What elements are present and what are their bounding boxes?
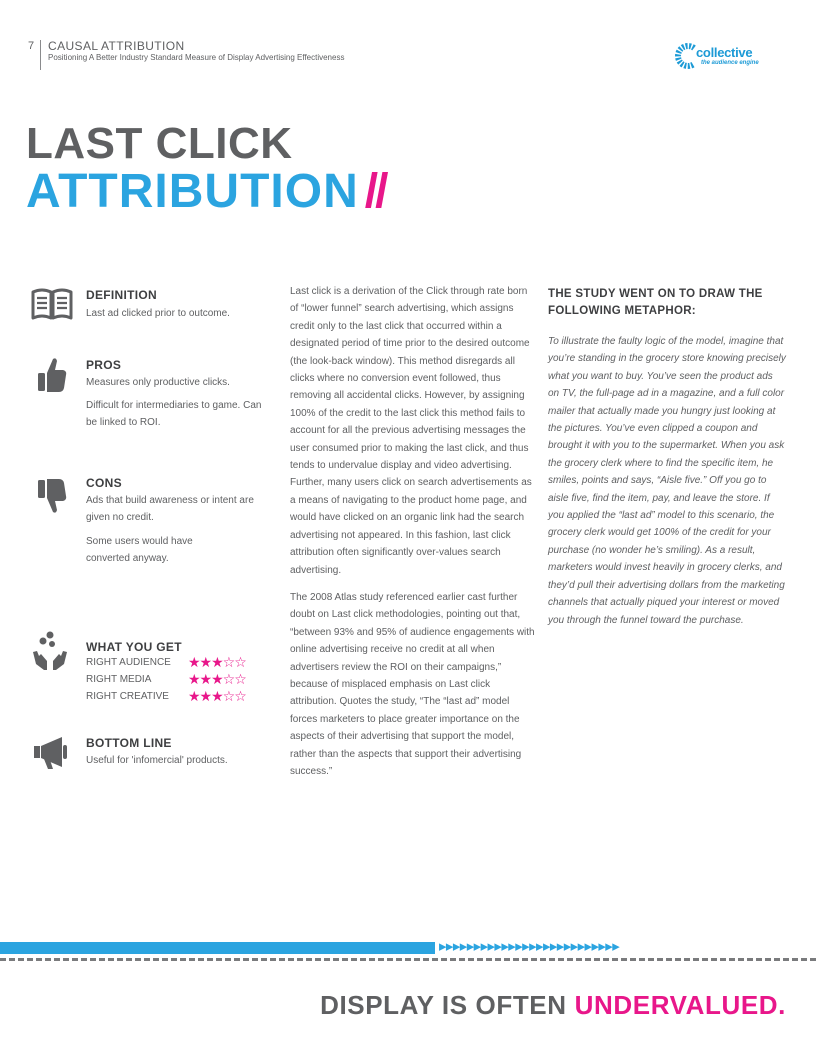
- pros-item: Measures only productive clicks.: [86, 377, 230, 388]
- page-number: 7: [28, 40, 35, 52]
- rating-stars: ★★★☆☆: [188, 671, 246, 687]
- cons-item: Some users would have converted anyway.: [86, 536, 193, 564]
- dashed-divider: [0, 958, 816, 961]
- rating-row: [86, 688, 266, 708]
- title-slashes: //: [364, 165, 386, 218]
- pros-item: Difficult for intermediaries to game. Can be linked to ROI.: [86, 400, 262, 428]
- body-paragraph: The 2008 Atlas study referenced earlier cast further doubt on Last click methodologies, pointing out that, “between 93% and 95% of audience engagements with online advertising receive no credit at all when advertisers review the ROI on their campaigns,” because of misplaced emphasis on Last click attribution. Quotes the study, “The “last ad” model forces marketers to place greater importance on the aspects of their advertising that support the model, rather than the aspects that support their advertising success.”: [290, 591, 535, 777]
- arrow-chevrons: ▸▸▸▸▸▸▸▸▸▸▸▸▸▸▸▸▸▸▸▸▸▸▸▸▸▸: [439, 938, 620, 955]
- book-icon: [30, 286, 74, 322]
- rating-stars: ★★★☆☆: [188, 688, 246, 704]
- thumbs-up-icon: [36, 355, 68, 395]
- header-subtitle: Positioning A Better Industry Standard Measure of Display Advertising Effectiveness: [48, 53, 345, 62]
- cons-item: Ads that build awareness or intent are given no credit.: [86, 495, 254, 523]
- thumbs-down-icon: [36, 476, 68, 516]
- rating-stars: ★★★☆☆: [188, 654, 246, 670]
- hands-icon: [30, 630, 70, 672]
- rating-label: RIGHT MEDIA: [86, 674, 152, 685]
- rating-label: RIGHT AUDIENCE: [86, 657, 171, 668]
- metaphor-text: To illustrate the faulty logic of the model, imagine that you’re standing in the grocery store knowing precisely what you want to buy. You’ve seen the product ads on TV, the full-page ad in a magazine, and a full color mailer that actually made you hungry just looking at the pictures. You’ve even clipped a coupon and brought it with you to the supermarket. When you ask the grocery clerk where to find the specific item, he smiles, points and says, “Aisle five.” Off you go to aisle five, find the item, pay, and leave the store. If you applied the “last ad” model to this scenario, the grocery clerk would get 100% of the credit for your purchase (no wonder he’s smiling). As a result, marketers would invest heavily in grocery clerks, and they’d pull their advertising dollars from the marketing channels that actually piqued your interest or moved you through the funnel toward the purchase.: [548, 336, 786, 626]
- pros-heading: PROS: [86, 358, 122, 372]
- body-text-column: [290, 283, 535, 780]
- header-divider: [40, 40, 41, 70]
- megaphone-icon: [32, 735, 74, 771]
- tagline: [320, 990, 786, 1021]
- rating-label: RIGHT CREATIVE: [86, 691, 169, 702]
- title-attribution: ATTRIBUTION: [26, 165, 359, 218]
- body-paragraph: Last click is a derivation of the Click through rate born of “lower funnel” search advertising, which assigns credit only to the last click that occurred within a designated period of time prior to the desired outcome (the look-back window). This method disregards all clicks where no conversion event followed, thus removing all accidental clicks. However, by assigning 100% of the credit to the last click this method fails to account for all the previous advertising messages the user consumed prior to making the last click, and thus tends to undervalue display and video advertising. Further, many users click on search advertisements as a means of navigating to the product home page, and would have clicked on an organic link had the search advertising not appeared. In this fashion, last click attribution often significantly over-values search advertising.: [290, 286, 532, 576]
- collective-logo: [674, 42, 794, 72]
- title-line-2: [26, 165, 386, 218]
- what-you-get-heading: WHAT YOU GET: [86, 640, 182, 654]
- bottom-line-heading: BOTTOM LINE: [86, 736, 172, 750]
- tagline-part-1: DISPLAY IS OFTEN: [320, 990, 567, 1020]
- blue-band: [0, 942, 435, 954]
- cons-heading: CONS: [86, 476, 122, 490]
- logo-c-icon: [674, 42, 698, 70]
- metaphor-heading: THE STUDY WENT ON TO DRAW THE FOLLOWING METAPHOR:: [548, 288, 763, 317]
- bottom-line-text: Useful for 'infomercial' products.: [86, 755, 228, 766]
- logo-tagline: the audience engine: [701, 60, 759, 66]
- tagline-part-2: UNDERVALUED.: [574, 990, 786, 1020]
- logo-word: collective: [696, 45, 753, 60]
- definition-heading: DEFINITION: [86, 288, 157, 302]
- section-title: CAUSAL ATTRIBUTION: [48, 39, 185, 53]
- title-line-1: LAST CLICK: [26, 119, 293, 168]
- definition-text: Last ad clicked prior to outcome.: [86, 308, 230, 319]
